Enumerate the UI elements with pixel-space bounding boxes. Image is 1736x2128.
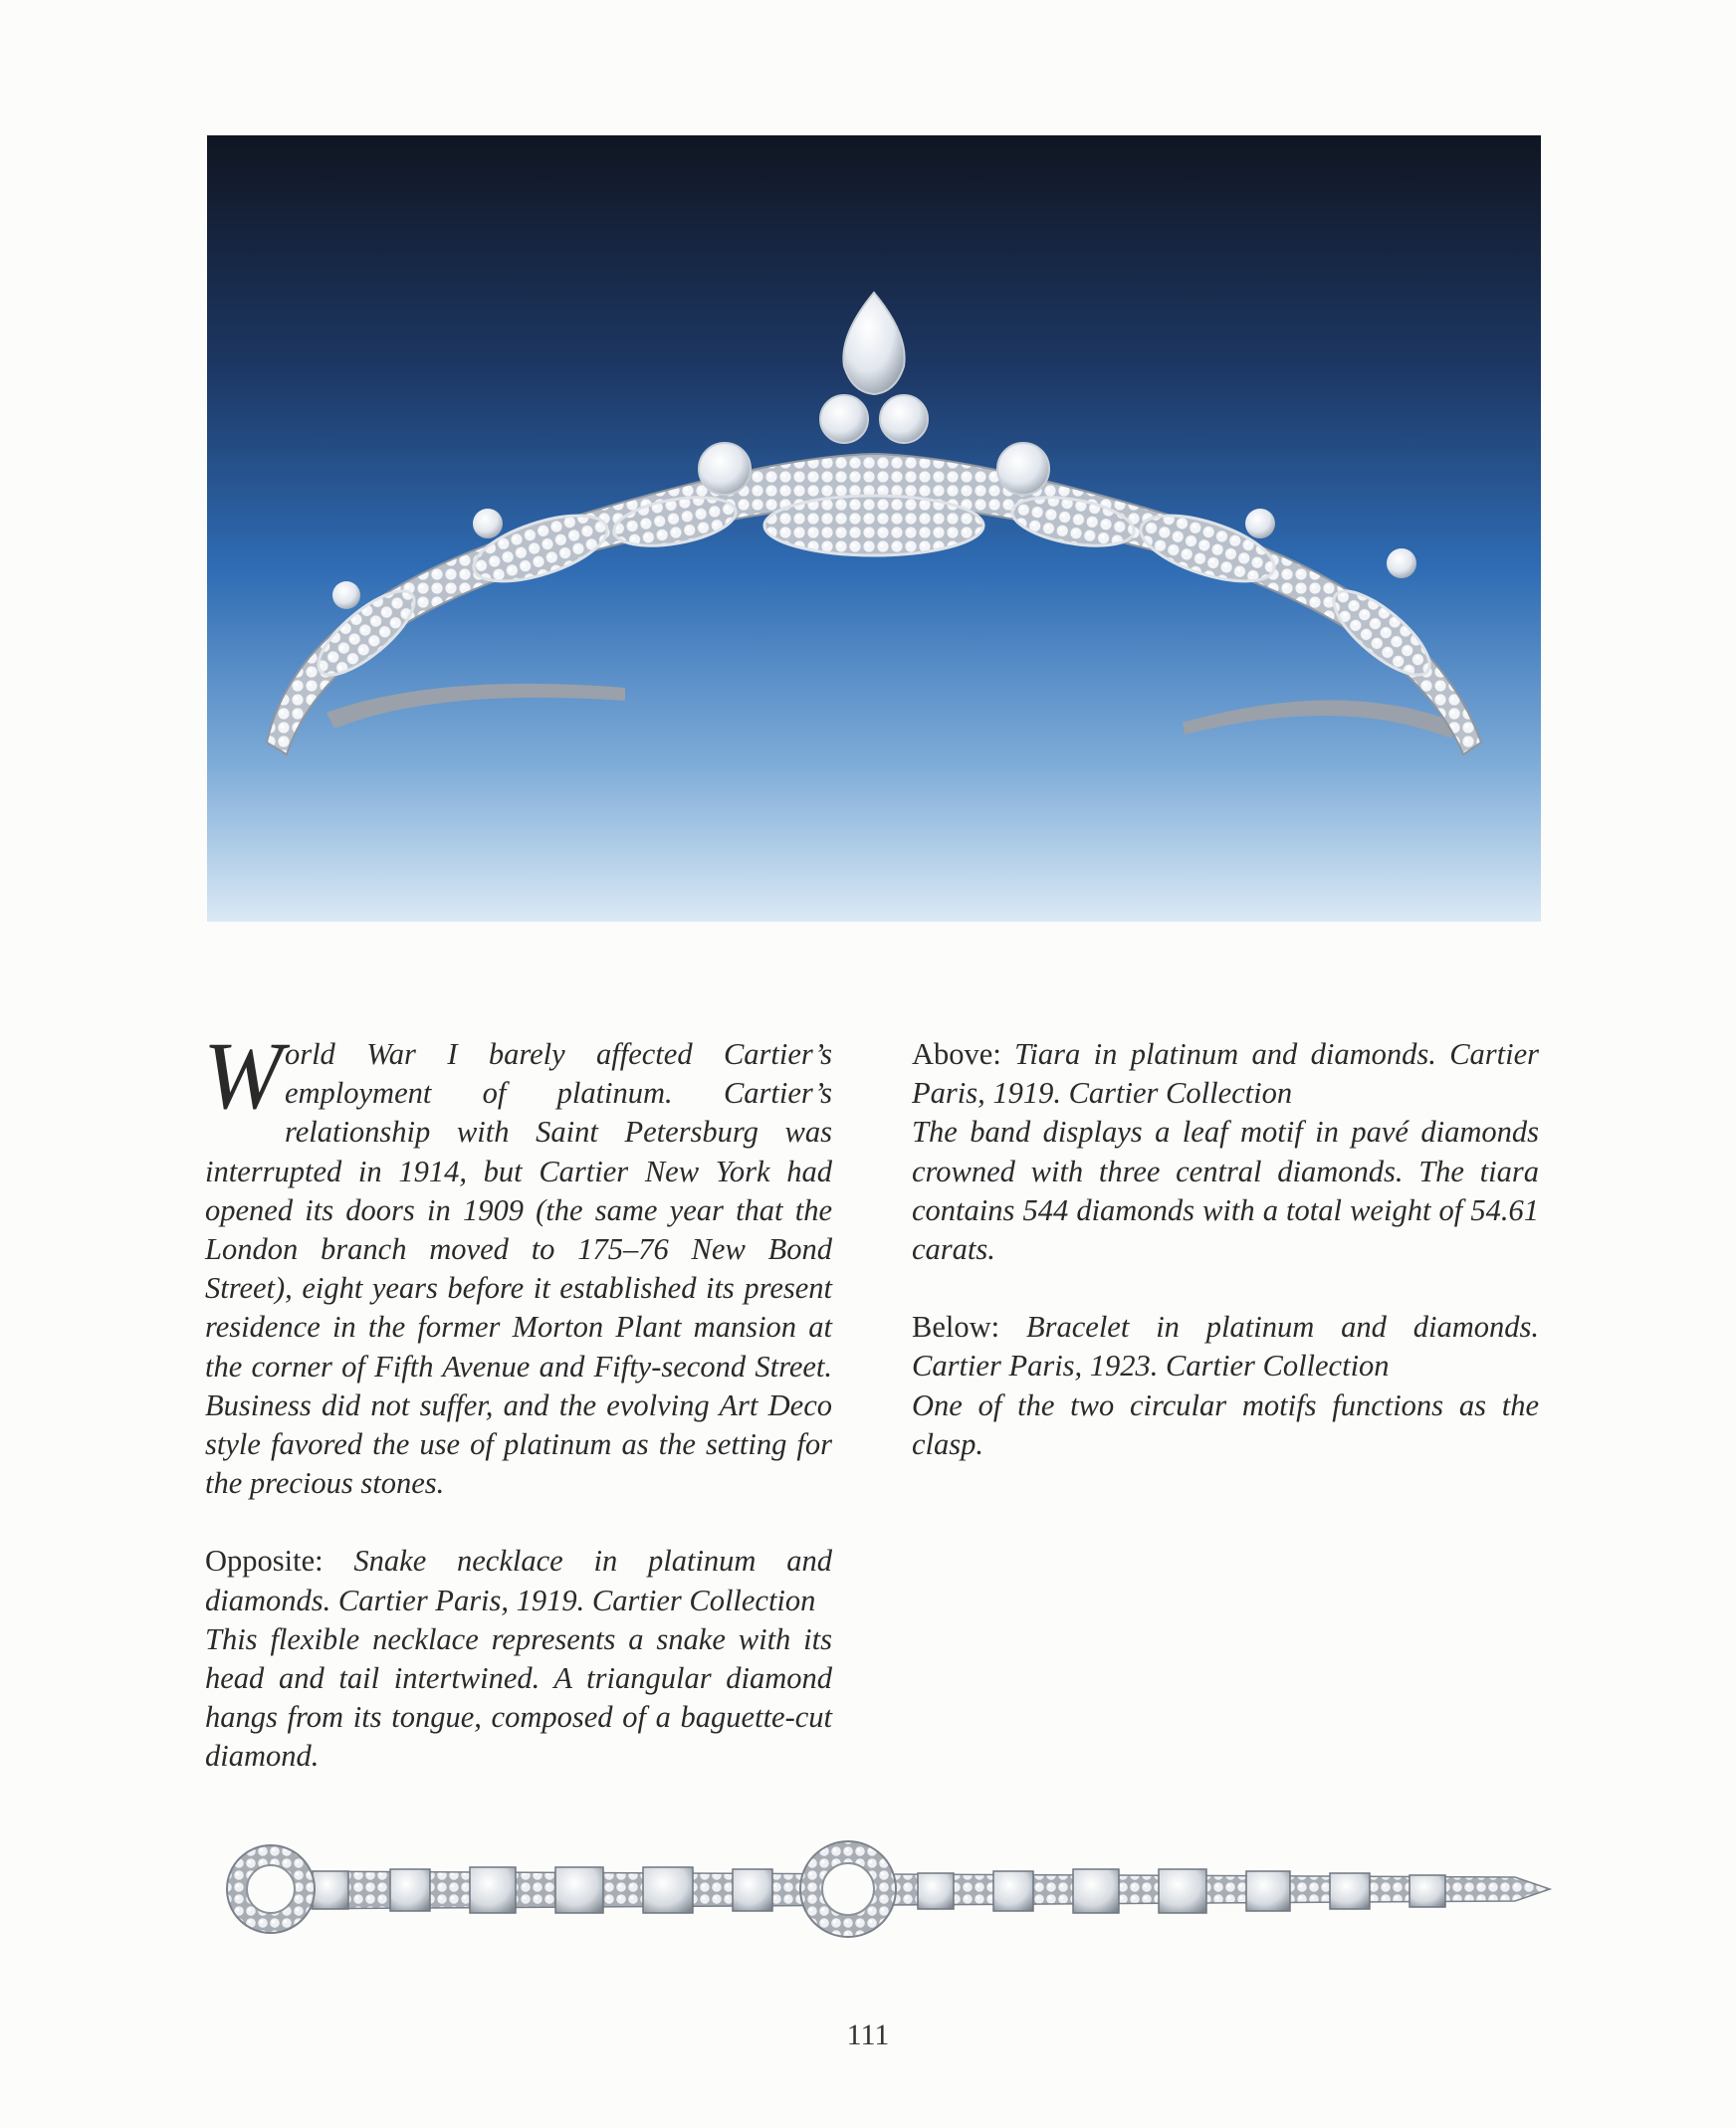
drop-cap: W: [203, 1022, 283, 1129]
text-column-left: [203, 1022, 832, 1777]
body-paragraph: [203, 1022, 832, 1503]
body-text: orld War I barely affected Cartier’s employment of platinum. Cartier’s relationship with Saint Petersburg was interrupted in 1914, but Cartier New York had opened its doors in 1909 (the same year that the London branch moved to 175–76 New Bond Street), eight years before it established its present residence in the former Morton Plant mansion at the corner of Fifth Avenue and Fifty-second Street. Business did not suffer, and the evolving Art Deco style favored the use of platinum as the setting for the precious stones.: [205, 1037, 832, 1501]
caption-above: [912, 1035, 1539, 1269]
bracelet-photograph: [221, 1833, 1555, 1945]
caption-label: Opposite:: [205, 1544, 324, 1579]
caption-description: The band displays a leaf motif in pavé diamonds crowned with three central diamonds. The tiara contains 544 diamonds with a total weight of 54.61 carats.: [912, 1115, 1539, 1267]
caption-label: Below:: [912, 1310, 1000, 1345]
caption-below: [912, 1308, 1539, 1464]
caption-title: Snake necklace in platinum and diamonds. Cartier Paris, 1919. Cartier Collection: [205, 1544, 832, 1617]
caption-label: Above:: [912, 1037, 1001, 1071]
caption-opposite: [205, 1542, 832, 1776]
caption-title: Tiara in platinum and diamonds. Cartier Paris, 1919. Cartier Collection: [912, 1037, 1540, 1111]
text-column-right: [912, 1035, 1539, 1464]
page-number: 111: [846, 2019, 890, 2051]
caption-description: This flexible necklace represents a snake with its head and tail intertwined. A triangular diamond hangs from its tongue, composed of a baguette-cut diamond.: [205, 1621, 832, 1774]
caption-description: One of the two circular motifs functions as the clasp.: [912, 1387, 1539, 1461]
tiara-photograph: [207, 135, 1541, 922]
caption-title: Bracelet in platinum and diamonds. Cartier Paris, 1923. Cartier Collection: [912, 1310, 1540, 1383]
